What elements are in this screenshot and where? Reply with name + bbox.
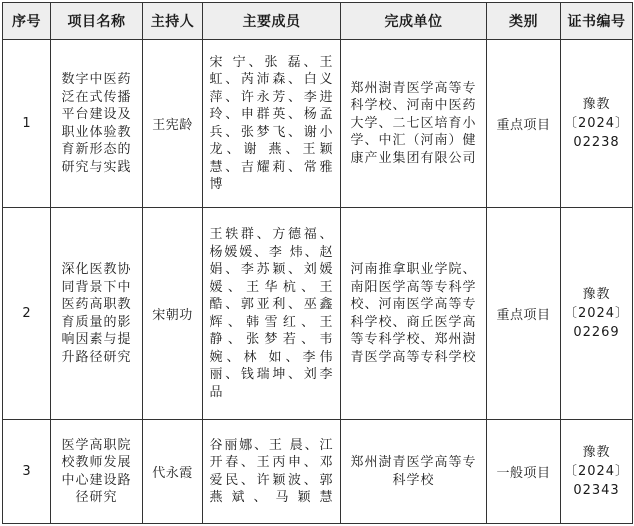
cert-prefix: 豫教: [582, 445, 611, 460]
row-category: 一般项目: [487, 420, 561, 524]
row-title-cell: [51, 208, 143, 420]
row-cert: [564, 443, 629, 500]
row-cert: [564, 95, 629, 152]
cert-year: 〔2024〕: [563, 116, 630, 131]
row-members: 宋 宁、张 磊、王 虹、芮沛森、白义萍、许永芳、李进玲、申群英、杨孟兵、张梦飞、谢小龙、谢 燕、王颖慧、吉耀莉、常雅博: [209, 54, 334, 192]
header-members: 主要成员: [203, 3, 341, 40]
row-cert-cell: [561, 208, 633, 420]
row-unit: 郑州澍青医学高等专科学校: [350, 455, 477, 488]
row-title: 医学高职院校教师发展中心建设路径研究: [61, 437, 132, 505]
row-unit: 郑州澍青医学高等专科学校、河南中医药大学、二七区培育小学、中汇（河南）健康产业集团有限公司: [350, 80, 477, 166]
row-category: 重点项目: [487, 40, 561, 208]
cert-number: 02343: [573, 483, 620, 498]
row-title: 深化医教协同背景下中医药高职教育质量的影响因素与提升路径研究: [61, 262, 132, 365]
header-seq: 序号: [3, 3, 51, 40]
table-row: [3, 208, 633, 420]
header-title: 项目名称: [51, 3, 143, 40]
row-host: 王宪龄: [143, 40, 203, 208]
row-members-cell: [203, 420, 341, 524]
row-host: 代永霞: [143, 420, 203, 524]
row-title-cell: [51, 420, 143, 524]
row-host: 宋朝功: [143, 208, 203, 420]
row-seq: 1: [3, 40, 51, 208]
cert-prefix: 豫教: [582, 287, 611, 302]
header-category: 类别: [487, 3, 561, 40]
row-seq: 3: [3, 420, 51, 524]
cert-number: 02238: [573, 135, 620, 150]
row-members-cell: [203, 208, 341, 420]
row-title-cell: [51, 40, 143, 208]
header-cert: 证书编号: [561, 3, 633, 40]
row-category: 重点项目: [487, 208, 561, 420]
header-row: [3, 3, 633, 40]
row-members: 谷丽娜、王 晨、江开春、王丙申、邓爱民、许颖波、郭燕斌、马颖慧: [209, 437, 334, 505]
awards-table: [2, 2, 633, 524]
row-title: 数字中医药泛在式传播平台建设及职业体验教育新形态的研究与实践: [61, 72, 132, 175]
cert-number: 02269: [573, 325, 620, 340]
row-unit: 河南推拿职业学院、南阳医学高等专科学校、河南医学高等专科学校、商丘医学高等专科学校、郑州澍青医学高等专科学校: [350, 262, 477, 365]
row-unit-cell: [341, 40, 487, 208]
table-row: [3, 40, 633, 208]
row-unit-cell: [341, 420, 487, 524]
row-unit-cell: [341, 208, 487, 420]
row-cert-cell: [561, 420, 633, 524]
cert-year: 〔2024〕: [563, 464, 630, 479]
header-host: 主持人: [143, 3, 203, 40]
row-seq: 2: [3, 208, 51, 420]
row-cert-cell: [561, 40, 633, 208]
row-cert: [564, 285, 629, 342]
cert-year: 〔2024〕: [563, 306, 630, 321]
cert-prefix: 豫教: [582, 97, 611, 112]
row-members-cell: [203, 40, 341, 208]
header-unit: 完成单位: [341, 3, 487, 40]
row-members: 王轶群、方德福、杨媛媛、李 炜、赵 娟、李苏颖、刘媛媛、王华杭、王 酷、郭亚利、巫鑫辉、韩雪红、王 静、张梦若、韦 婉、林 如、李伟丽、钱瑞坤、刘李品: [209, 227, 334, 400]
table-row: [3, 420, 633, 524]
